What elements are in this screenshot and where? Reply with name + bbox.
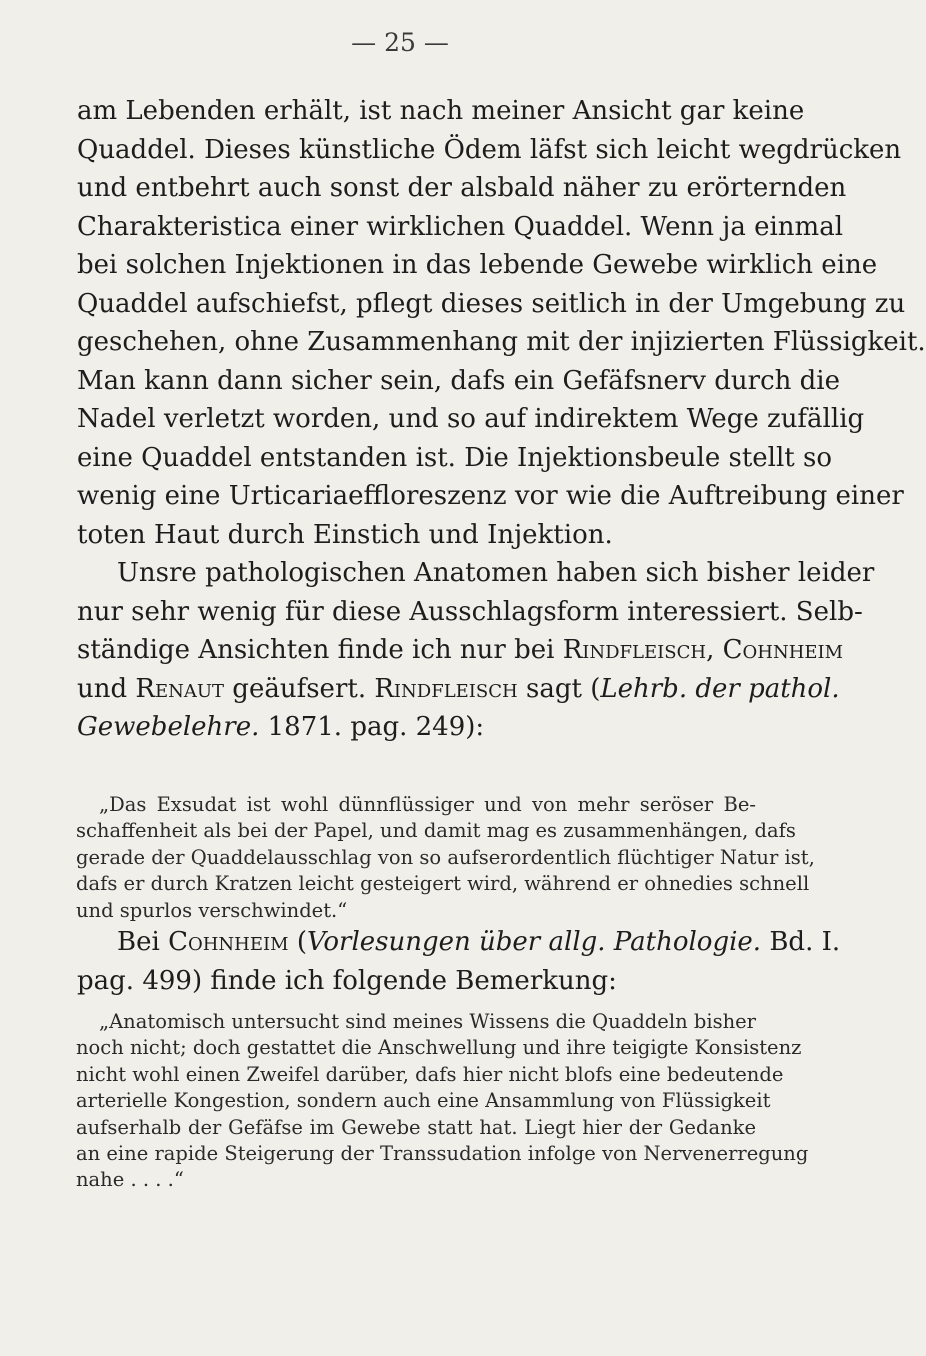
page-number: — 25 —	[351, 28, 449, 57]
text-line: bei solchen Injektionen in das lebende Gewebe wirklich eine	[77, 250, 878, 280]
text-span: geäufsert.	[224, 673, 375, 704]
quote-cohnheim	[76, 1009, 809, 1194]
text-span: (	[288, 927, 307, 957]
reference-title: Gewebelehre.	[77, 712, 260, 742]
text-line: Man kann dann sicher sein, dafs ein Gefäfsnerv durch die	[77, 365, 840, 396]
author-name: Rindfleisch	[562, 635, 707, 665]
text-line: wenig eine Urticariaeffloreszenz vor wie die Auftreibung einer	[77, 481, 904, 511]
quote-line: nahe . . . .“	[76, 1168, 184, 1192]
reference-title: Lehrb. der pathol.	[600, 673, 840, 704]
text-line	[77, 708, 756, 747]
text-line: Nadel verletzt worden, und so auf indirektem Wege zufällig	[77, 404, 865, 434]
text-span: ,	[706, 635, 723, 665]
paragraph-cohnheim	[77, 923, 841, 1000]
text-span: Bei	[117, 927, 169, 957]
text-line	[77, 631, 844, 670]
text-line: am Lebenden erhält, ist nach meiner Ansicht gar keine	[77, 96, 805, 126]
quote-line: „Anatomisch untersucht sind meines Wissens die Quaddeln bisher	[99, 1010, 756, 1033]
text-line	[77, 670, 840, 709]
quote-line: dafs er durch Kratzen leicht gesteigert wird, während er ohnedies schnell	[76, 872, 810, 896]
text-line: Quaddel. Dieses künstliche Ödem läfst sich leicht wegdrücken	[77, 134, 902, 165]
quote-line: schaffenheit als bei der Papel, und damit mag es zusammenhängen, dafs	[76, 819, 796, 843]
quote-line: „Das Exsudat ist wohl dünnflüssiger und von mehr seröser Be-	[99, 793, 756, 816]
text-line: geschehen, ohne Zusammenhang mit der injizierten Flüssigkeit.	[77, 327, 926, 357]
text-line: Quaddel aufschiefst, pflegt dieses seitlich in der Umgebung zu	[77, 288, 906, 319]
quote-line: noch nicht; doch gestattet die Anschwellung und ihre teigigte Konsistenz	[76, 1036, 802, 1060]
reference-title: Vorlesungen über allg. Pathologie.	[306, 927, 762, 957]
text-line: nur sehr wenig für diese Ausschlagsform interessiert. Selb-	[77, 596, 863, 627]
text-line: Unsre pathologischen Anatomen haben sich bisher leider	[117, 558, 875, 588]
quote-line: und spurlos verschwindet.“	[76, 898, 348, 922]
text-line: und entbehrt auch sonst der alsbald näher zu erörternden	[77, 173, 847, 203]
quote-line: nicht wohl einen Zweifel darüber, dafs hier nicht blofs eine bedeutende	[76, 1062, 784, 1086]
quote-line: an eine rapide Steigerung der Transsudation infolge von Nervenerregung	[76, 1141, 809, 1165]
text-line: eine Quaddel entstanden ist. Die Injektionsbeule stellt so	[77, 442, 833, 473]
text-span: und	[77, 673, 136, 704]
paragraph-quaddel-injection	[77, 92, 926, 747]
quote-line: gerade der Quaddelausschlag von so aufserordentlich flüchtiger Natur ist,	[76, 845, 815, 869]
text-span: sagt (	[517, 673, 601, 704]
author-name: Rindfleisch	[374, 673, 518, 704]
quote-rindfleisch	[76, 792, 815, 924]
text-span: 1871. pag. 249):	[259, 712, 485, 742]
author-name: Cohnheim	[722, 635, 844, 665]
text-line: pag. 499) finde ich folgende Bemerkung:	[77, 965, 617, 996]
text-line: toten Haut durch Einstich und Injektion.	[77, 519, 613, 550]
text-line	[77, 923, 841, 962]
text-span: ständige Ansichten finde ich nur bei	[77, 635, 563, 665]
author-name: Cohnheim	[168, 927, 289, 957]
author-name: Renaut	[135, 673, 225, 704]
text-span: Bd. I.	[761, 927, 841, 957]
quote-line: aufserhalb der Gefäfse im Gewebe statt hat. Liegt hier der Gedanke	[76, 1115, 756, 1139]
quote-line: arterielle Kongestion, sondern auch eine Ansammlung von Flüssigkeit	[76, 1089, 771, 1113]
text-line: Charakteristica einer wirklichen Quaddel. Wenn ja einmal	[77, 211, 844, 242]
